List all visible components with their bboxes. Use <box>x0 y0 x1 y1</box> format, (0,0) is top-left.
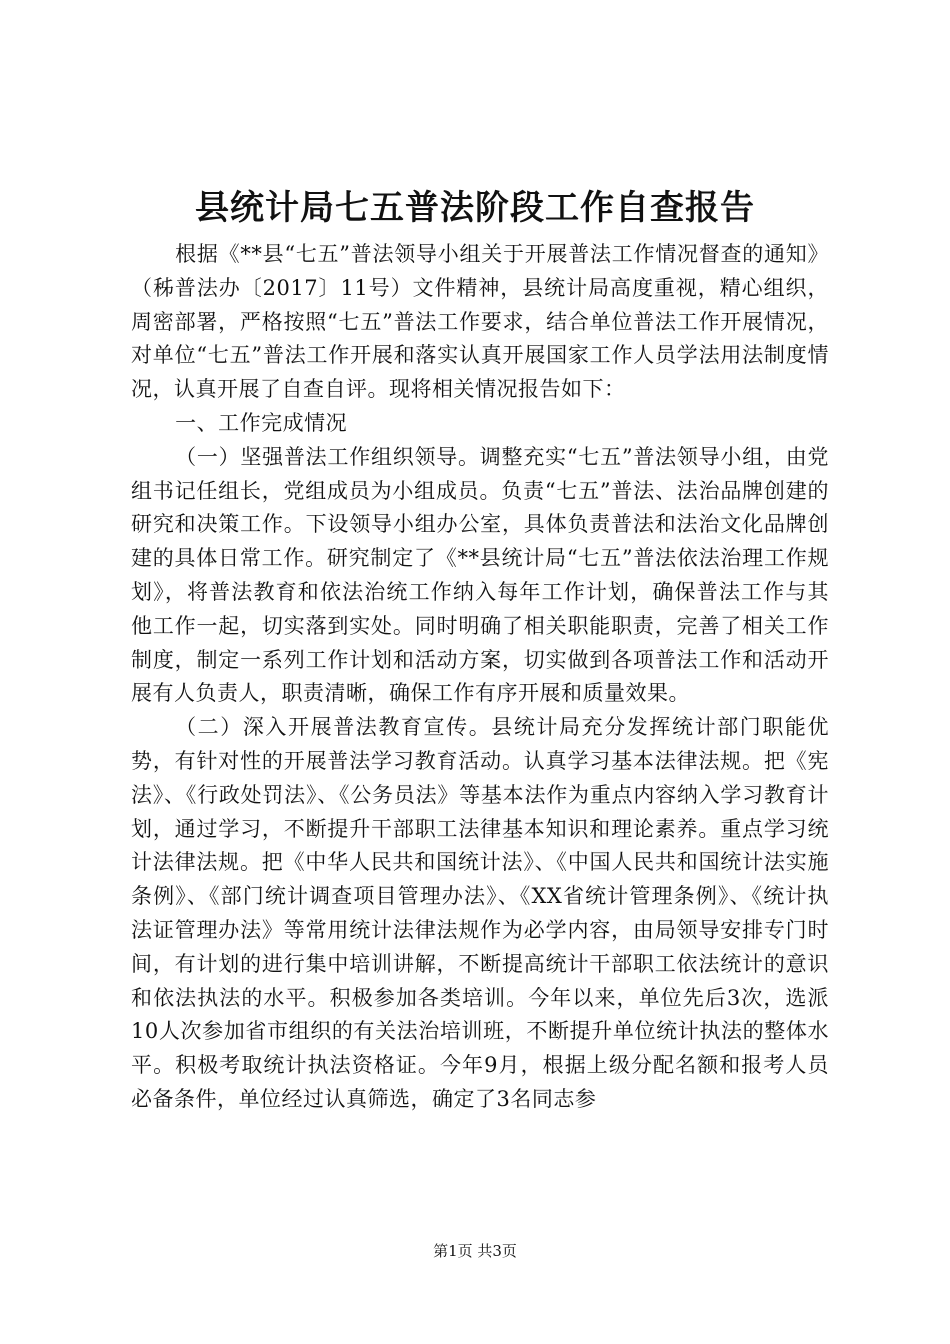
document-title: 县统计局七五普法阶段工作自查报告 <box>195 188 755 228</box>
section-paragraph-2: （二）深入开展普法教育宣传。县统计局充分发挥统计部门职能优势，有针对性的开展普法学习教育活动。认真学习基本法律法规。把《宪法》、《行政处罚法》、《公务员法》等基本法作为重点内容纳入学习教育计划，通过学习，不断提升干部职工法律基本知识和理论素养。重点学习统计法律法规。把《中华人民共和国统计法》、《中国人民共和国统计法实施条例》、《部门统计调查项目管理办法》、《XX省统计管理条例》、《统计执法证管理办法》等常用统计法律法规作为必学内容，由局领导安排专门时间，有计划的进行集中培训讲解，不断提高统计干部职工依法统计的意识和依法执法的水平。积极参加各类培训。今年以来，单位先后3次，选派10人次参加省市组织的有关法治培训班，不断提升单位统计执法的整体水平。积极考取统计执法资格证。今年9月，根据上级分配名额和报考人员必备条件，单位经过认真筛选，确定了3名同志参 <box>131 715 829 1111</box>
page-number-footer: 第1页 共3页 <box>433 1242 517 1260</box>
document-body <box>131 238 829 1117</box>
section-heading: 一、工作完成情况 <box>175 410 348 435</box>
section-paragraph-1: （一）坚强普法工作组织领导。调整充实“七五”普法领导小组，由党组书记任组长，党组成员为小组成员。负责“七五”普法、法治品牌创建的研究和决策工作。下设领导小组办公室，具体负责普法和法治文化品牌创建的具体日常工作。研究制定了《**县统计局“七五”普法依法治理工作规划》，将普法教育和依法治统工作纳入每年工作计划，确保普法工作与其他工作一起，切实落到实处。同时明确了相关职能职责，完善了相关工作制度，制定一系列工作计划和活动方案，切实做到各项普法工作和活动开展有人负责人，职责清晰，确保工作有序开展和质量效果。 <box>131 444 829 706</box>
intro-paragraph: 根据《**县“七五”普法领导小组关于开展普法工作情况督查的通知》（秭普法办〔2017〕11号）文件精神，县统计局高度重视，精心组织，周密部署，严格按照“七五”普法工作要求，结合单位普法工作开展情况，对单位“七五”普法工作开展和落实认真开展国家工作人员学法用法制度情况，认真开展了自查自评。现将相关情况报告如下： <box>131 242 829 402</box>
